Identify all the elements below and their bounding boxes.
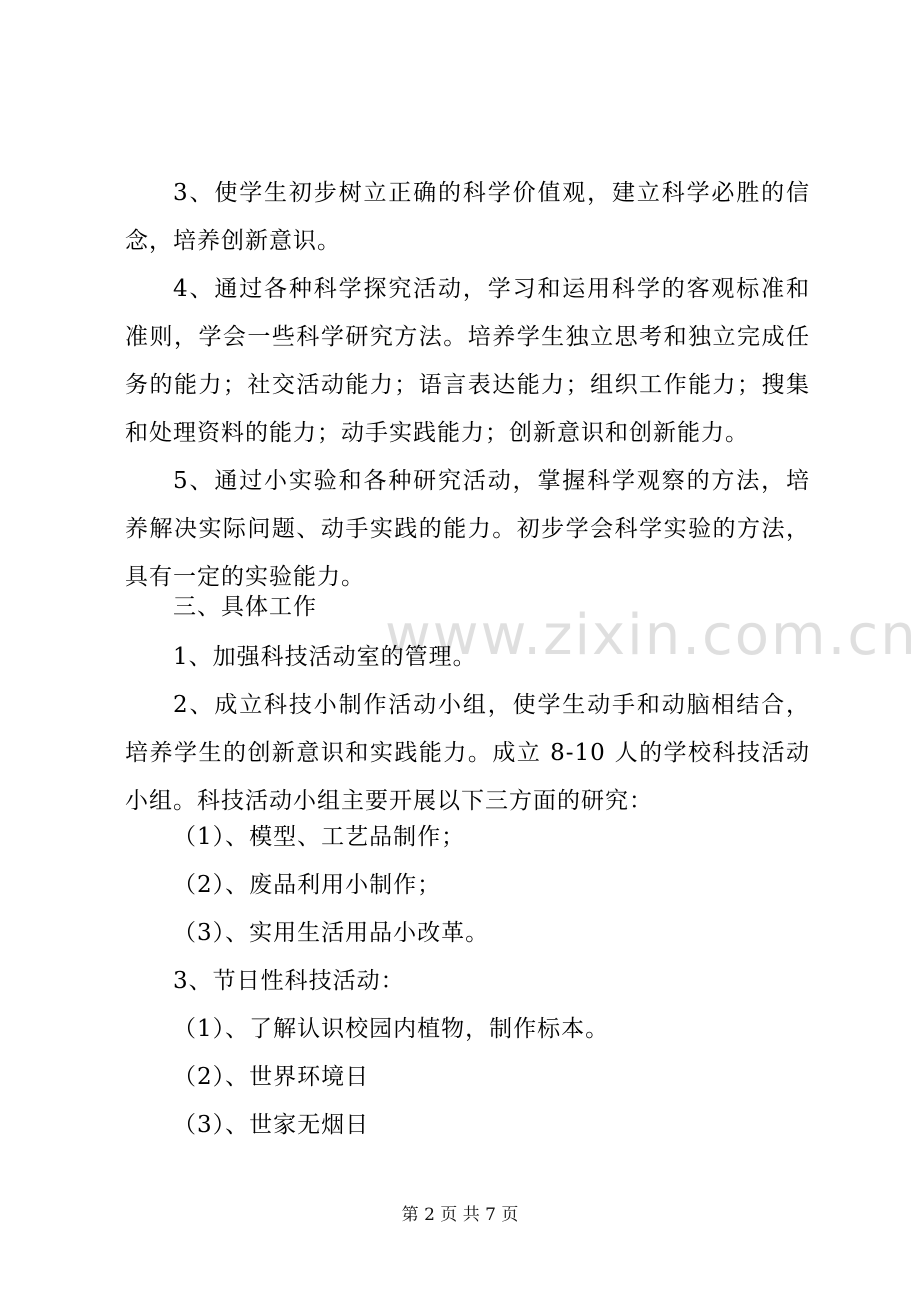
- paragraph-5: 5、通过小实验和各种研究活动，掌握科学观察的方法，培养解决实际问题、动手实践的能力。初步学会科学实验的方法，具有一定的实验能力。: [125, 468, 810, 590]
- sub-item: （3）、世家无烟日: [173, 1112, 370, 1138]
- page-footer: 第 2 页 共 7 页: [401, 1205, 519, 1225]
- sub-item: （2）、废品利用小制作；: [173, 872, 442, 898]
- sub-item: （1）、了解认识校园内植物，制作标本。: [173, 1016, 610, 1042]
- sub-item: （1）、模型、工艺品制作；: [173, 824, 466, 850]
- sub-item: （3）、实用生活用品小改革。: [173, 920, 490, 946]
- watermark: www.zixin.com.cn: [385, 603, 918, 668]
- sub-item: （2）、世界环境日: [173, 1064, 370, 1090]
- work-item-1: 1、加强科技活动室的管理。: [173, 644, 477, 670]
- work-item-3: 3、节日性科技活动：: [173, 968, 405, 994]
- section-heading: 三、具体工作: [173, 594, 317, 620]
- paragraph-4: 4、通过各种科学探究活动，学习和运用科学的客观标准和准则，学会一些科学研究方法。培养学生独立思考和独立完成任务的能力；社交活动能力；语言表达能力；组织工作能力；搜集和处理资料的能力；动手实践能力；创新意识和创新能力。: [125, 276, 810, 446]
- work-item-2: 2、成立科技小制作活动小组，使学生动手和动脑相结合，培养学生的创新意识和实践能力。成立 8-10 人的学校科技活动小组。科技活动小组主要开展以下三方面的研究：: [125, 692, 810, 814]
- paragraph-3: 3、使学生初步树立正确的科学价值观，建立科学必胜的信念，培养创新意识。: [125, 180, 810, 254]
